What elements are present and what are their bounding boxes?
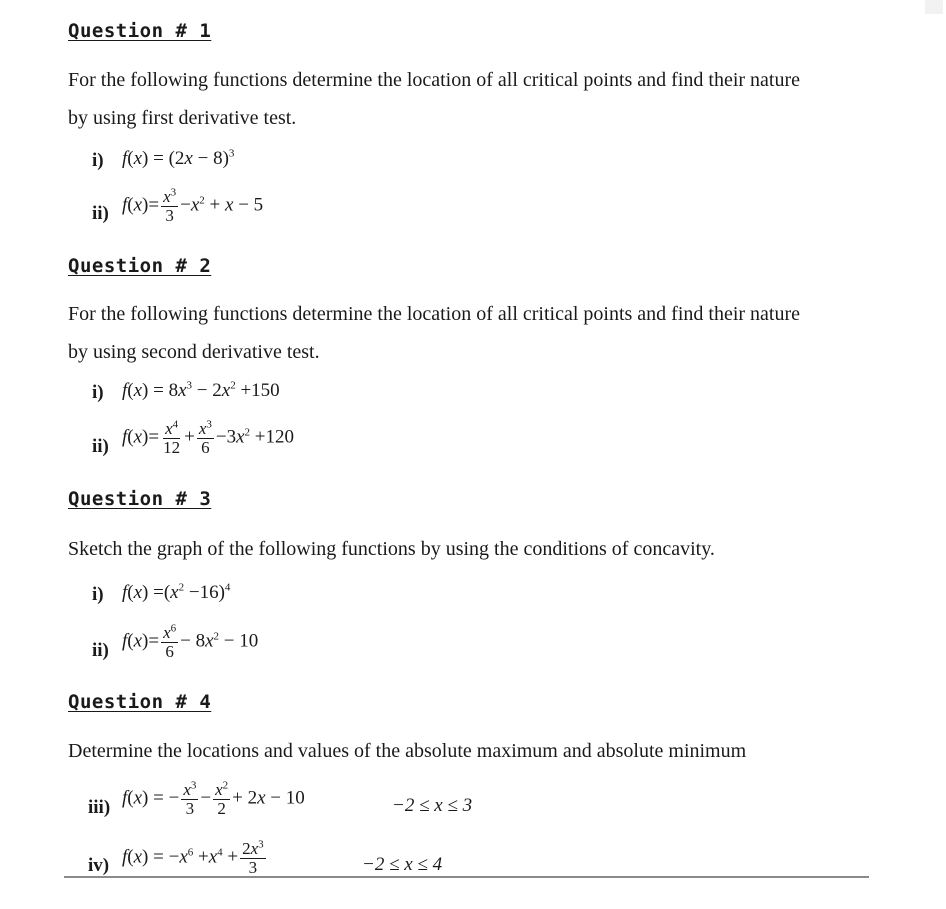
q2-item-ii-formula: f(x)= $\frac{x^4}{12}$ + $\frac{x^3}{6}$ $-3x^2 +120$ (122, 418, 294, 457)
question-3-text-line1: Sketch the graph of the following functions by using the conditions of concavity. (68, 538, 715, 560)
q2-item-ii-label: ii) (92, 436, 109, 457)
q4-item-iv-formula: $f(x) = -x^6 +x^4$ + $\frac{2x^3}{3}$ (122, 838, 264, 877)
q2-item-i-label: i) (92, 382, 104, 403)
q4-item-iii-label: iii) (88, 797, 111, 818)
question-2-heading: Question # 2 (68, 255, 212, 277)
q3-item-ii-formula: f(x)= $\frac{x^6}{6}$ − $8x^2 - 10$ (122, 622, 259, 661)
question-1-text-line1: For the following functions determine the location of all critical points and find their nature (68, 69, 801, 91)
q1-item-i-formula: $f(x) = (2x - 8)^3$ (122, 147, 235, 169)
question-2-text-line1: For the following functions determine the location of all critical points and find their nature (68, 303, 801, 325)
question-3-heading: Question # 3 (68, 488, 212, 510)
q4-item-iv-label: iv) (88, 855, 110, 876)
question-1-heading: Question # 1 (68, 20, 212, 42)
question-2-text-line2: by using second derivative test. (68, 341, 320, 363)
q2-item-i-formula: $f(x) = 8x^3 - 2x^2 +150$ (122, 379, 280, 401)
q3-item-i-formula: $f(x) =(x^2 -16)^4$ (122, 581, 231, 603)
q3-item-ii-label: ii) (92, 640, 109, 661)
question-4-text-line1: Determine the locations and values of the absolute maximum and absolute minimum (68, 740, 747, 762)
q4-item-iii-formula: f(x) = − $\frac{x^3}{3}$ − $\frac{x^2}{2}$ + 2x − 10 (122, 779, 305, 818)
q4-item-iv-range: −2 ≤ x ≤ 4 (362, 854, 443, 875)
question-1-text-line2: by using first derivative test. (68, 107, 297, 129)
q1-item-i-label: i) (92, 150, 104, 171)
q3-item-i-label: i) (92, 584, 104, 605)
q1-item-ii-label: ii) (92, 203, 109, 224)
q1-item-ii-formula: f(x)= $\frac{x^3}{3}$ $-x^2 + x - 5$ (122, 186, 264, 225)
q4-item-iii-range: −2 ≤ x ≤ 3 (392, 795, 473, 816)
question-4-heading: Question # 4 (68, 691, 212, 713)
bottom-divider (64, 876, 869, 878)
corner-mark (925, 0, 943, 14)
